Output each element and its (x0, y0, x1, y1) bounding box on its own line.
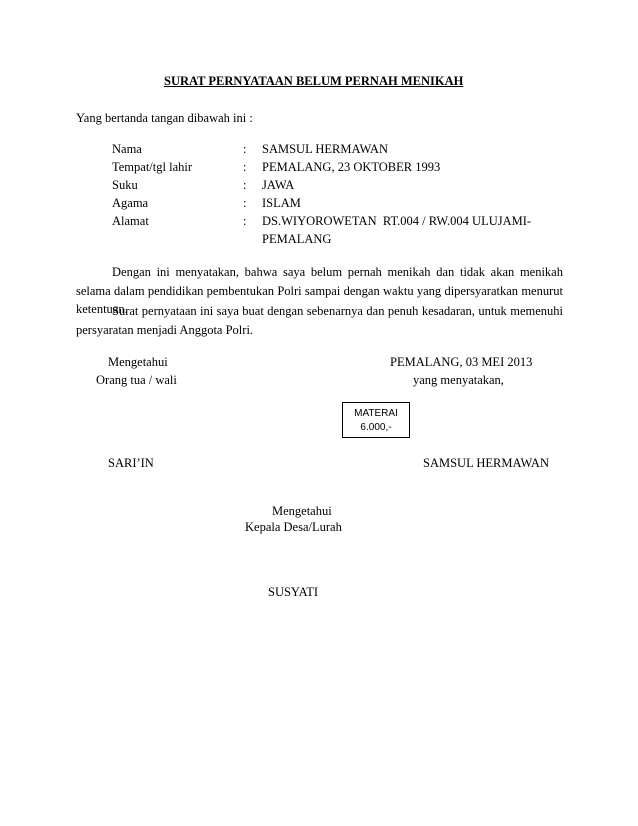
field-label-agama: Agama (112, 196, 149, 210)
field-value-nama: SAMSUL HERMAWAN (262, 142, 388, 156)
statement-paragraph: Dengan ini menyatakan, bahwa saya belum pernah menikah dan tidak akan menikah selama dalam pendidikan pembentukan Polri sampai dengan waktu yang dipersyaratkan menurut ketentuan. (76, 265, 563, 316)
field-value-agama: ISLAM (262, 196, 301, 210)
field-sep-ttl: : (243, 160, 247, 174)
field-sep-agama: : (243, 196, 247, 210)
field-sep-suku: : (243, 178, 247, 192)
right-sign-role: yang menyatakan, (413, 373, 504, 387)
field-sep-alamat: : (243, 214, 247, 228)
left-sign-heading: Mengetahui (108, 355, 168, 369)
document-title: SURAT PERNYATAAN BELUM PERNAH MENIKAH (164, 74, 464, 88)
intro-line: Yang bertanda tangan dibawah ini : (76, 111, 253, 125)
field-label-alamat: Alamat (112, 214, 149, 228)
place-date: PEMALANG, 03 MEI 2013 (390, 355, 533, 369)
field-label-ttl: Tempat/tgl lahir (112, 160, 193, 174)
village-head-name: SUSYATI (268, 585, 319, 599)
field-value-ttl: PEMALANG, 23 OKTOBER 1993 (262, 160, 441, 174)
field-value-alamat-cont: PEMALANG (262, 232, 332, 246)
materai-value: 6.000,- (360, 422, 392, 433)
field-value-alamat: DS.WIYOROWETAN RT.004 / RW.004 ULUJAMI- (262, 214, 532, 228)
field-value-suku: JAWA (262, 178, 295, 192)
materai-stamp-box (342, 402, 410, 438)
field-label-nama: Nama (112, 142, 142, 156)
materai-label: MATERAI (354, 408, 398, 419)
declaration-paragraph: Surat pernyataan ini saya buat dengan sebenarnya dan penuh kesadaran, untuk memenuhi persyaratan menjadi Anggota Polri. (76, 304, 563, 337)
declarant-name: SAMSUL HERMAWAN (423, 456, 549, 470)
field-sep-nama: : (243, 142, 247, 156)
left-sign-role: Orang tua / wali (96, 373, 177, 387)
village-head-role: Kepala Desa/Lurah (245, 520, 342, 534)
village-head-heading: Mengetahui (272, 504, 332, 518)
parent-name: SARI’IN (108, 456, 154, 470)
field-label-suku: Suku (112, 178, 138, 192)
